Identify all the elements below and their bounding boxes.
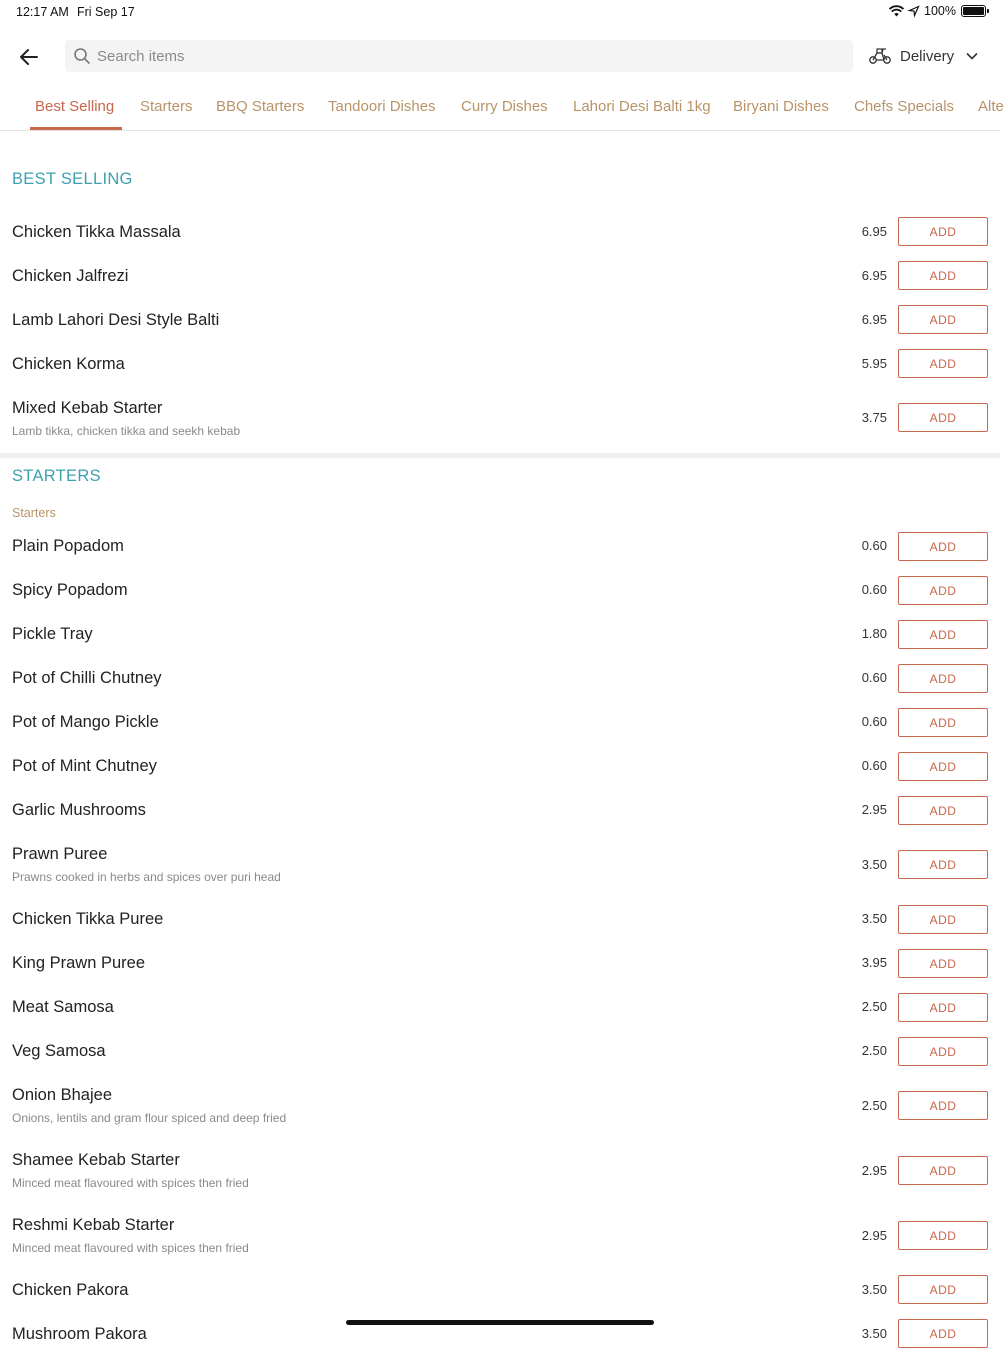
item-name: Chicken Jalfrezi <box>12 267 129 285</box>
item-price: 2.95 <box>861 802 887 817</box>
tab-biryani-dishes[interactable]: Biryani Dishes <box>733 98 829 115</box>
add-button[interactable]: ADD <box>898 1221 988 1250</box>
item-name: Pot of Chilli Chutney <box>12 669 162 687</box>
item-name: Shamee Kebab Starter <box>12 1151 180 1169</box>
section-subtitle: Starters <box>12 506 56 520</box>
category-tabs <box>0 90 1004 131</box>
item-price: 2.95 <box>861 1163 887 1178</box>
item-name: King Prawn Puree <box>12 954 145 972</box>
section-divider <box>0 453 1000 458</box>
add-button[interactable]: ADD <box>898 1319 988 1348</box>
tab-lahori-desi-balti[interactable]: Lahori Desi Balti 1kg <box>573 98 711 115</box>
item-description: Lamb tikka, chicken tikka and seekh kebab <box>12 424 241 438</box>
tab-chefs-specials[interactable]: Chefs Specials <box>854 98 955 115</box>
status-date: Fri Sep 17 <box>77 5 135 19</box>
battery-icon <box>961 5 986 17</box>
delivery-label: Delivery <box>900 47 955 65</box>
item-name: Onion Bhajee <box>12 1086 112 1104</box>
tab-best-selling[interactable]: Best Selling <box>35 98 115 115</box>
section-title-best-selling: BEST SELLING <box>12 170 133 188</box>
item-description: Prawns cooked in herbs and spices over puri head <box>12 870 281 884</box>
add-button[interactable]: ADD <box>898 708 988 737</box>
item-price: 1.80 <box>861 626 887 641</box>
item-description: Minced meat flavoured with spices then fried <box>12 1176 249 1190</box>
tab-tandoori-dishes[interactable]: Tandoori Dishes <box>328 98 436 115</box>
item-price: 0.60 <box>861 582 887 597</box>
add-button[interactable]: ADD <box>898 349 988 378</box>
item-price: 2.50 <box>861 1098 887 1113</box>
add-button[interactable]: ADD <box>898 305 988 334</box>
add-button[interactable]: ADD <box>898 1091 988 1120</box>
item-price: 0.60 <box>861 670 887 685</box>
status-icons <box>889 4 986 18</box>
header <box>0 40 1000 72</box>
item-name: Chicken Tikka Massala <box>12 223 181 241</box>
item-price: 3.75 <box>861 410 887 425</box>
tab-alte[interactable]: Alte <box>978 98 1004 115</box>
item-name: Garlic Mushrooms <box>12 801 146 819</box>
item-price: 3.50 <box>861 1326 887 1341</box>
item-price: 5.95 <box>861 356 887 371</box>
item-price: 2.50 <box>861 1043 887 1058</box>
item-name: Veg Samosa <box>12 1042 106 1060</box>
status-time: 12:17 AM <box>16 5 69 19</box>
item-name: Chicken Pakora <box>12 1281 129 1299</box>
search-icon <box>73 47 91 65</box>
item-name: Mushroom Pakora <box>12 1325 147 1343</box>
item-price: 2.50 <box>861 999 887 1014</box>
search-bar[interactable] <box>65 40 853 72</box>
item-name: Mixed Kebab Starter <box>12 399 163 417</box>
tab-starters[interactable]: Starters <box>140 98 193 115</box>
location-arrow-icon <box>909 6 919 16</box>
item-name: Chicken Korma <box>12 355 125 373</box>
search-input[interactable] <box>97 48 797 65</box>
add-button[interactable]: ADD <box>898 796 988 825</box>
item-price: 3.95 <box>861 955 887 970</box>
item-price: 3.50 <box>861 911 887 926</box>
add-button[interactable]: ADD <box>898 993 988 1022</box>
chevron-down-icon <box>966 52 978 60</box>
battery-percent: 100% <box>924 4 956 18</box>
wifi-icon <box>889 5 904 17</box>
add-button[interactable]: ADD <box>898 752 988 781</box>
item-name: Pot of Mango Pickle <box>12 713 159 731</box>
section-title-starters: STARTERS <box>12 467 101 485</box>
add-button[interactable]: ADD <box>898 576 988 605</box>
item-price: 0.60 <box>861 758 887 773</box>
add-button[interactable]: ADD <box>898 1275 988 1304</box>
item-description: Onions, lentils and gram flour spiced and deep fried <box>12 1111 287 1125</box>
item-price: 6.95 <box>861 312 887 327</box>
item-name: Reshmi Kebab Starter <box>12 1216 175 1234</box>
menu-item[interactable] <box>0 1325 1000 1343</box>
item-name: Lamb Lahori Desi Style Balti <box>12 311 220 329</box>
item-name: Chicken Tikka Puree <box>12 910 164 928</box>
item-price: 3.50 <box>861 1282 887 1297</box>
item-name: Prawn Puree <box>12 845 108 863</box>
add-button[interactable]: ADD <box>898 850 988 879</box>
tab-curry-dishes[interactable]: Curry Dishes <box>461 98 548 115</box>
item-price: 3.50 <box>861 857 887 872</box>
arrow-left-icon <box>16 44 42 70</box>
item-name: Spicy Popadom <box>12 581 128 599</box>
add-button[interactable]: ADD <box>898 664 988 693</box>
add-button[interactable]: ADD <box>898 217 988 246</box>
active-tab-indicator <box>30 127 122 130</box>
item-name: Meat Samosa <box>12 998 114 1016</box>
item-price: 6.95 <box>861 224 887 239</box>
status-bar <box>0 0 1000 24</box>
item-name: Plain Popadom <box>12 537 124 555</box>
add-button[interactable]: ADD <box>898 532 988 561</box>
add-button[interactable]: ADD <box>898 261 988 290</box>
add-button[interactable]: ADD <box>898 905 988 934</box>
scooter-icon <box>868 47 892 65</box>
add-button[interactable]: ADD <box>898 1156 988 1185</box>
item-price: 0.60 <box>861 538 887 553</box>
item-price: 0.60 <box>861 714 887 729</box>
add-button[interactable]: ADD <box>898 620 988 649</box>
item-price: 6.95 <box>861 268 887 283</box>
add-button[interactable]: ADD <box>898 1037 988 1066</box>
add-button[interactable]: ADD <box>898 949 988 978</box>
back-button[interactable] <box>16 44 42 70</box>
item-name: Pickle Tray <box>12 625 93 643</box>
tab-bbq-starters[interactable]: BBQ Starters <box>216 98 305 115</box>
home-indicator[interactable] <box>346 1320 654 1325</box>
item-description: Minced meat flavoured with spices then fried <box>12 1241 249 1255</box>
item-name: Pot of Mint Chutney <box>12 757 157 775</box>
item-price: 2.95 <box>861 1228 887 1243</box>
delivery-selector[interactable] <box>868 42 978 70</box>
add-button[interactable]: ADD <box>898 403 988 432</box>
